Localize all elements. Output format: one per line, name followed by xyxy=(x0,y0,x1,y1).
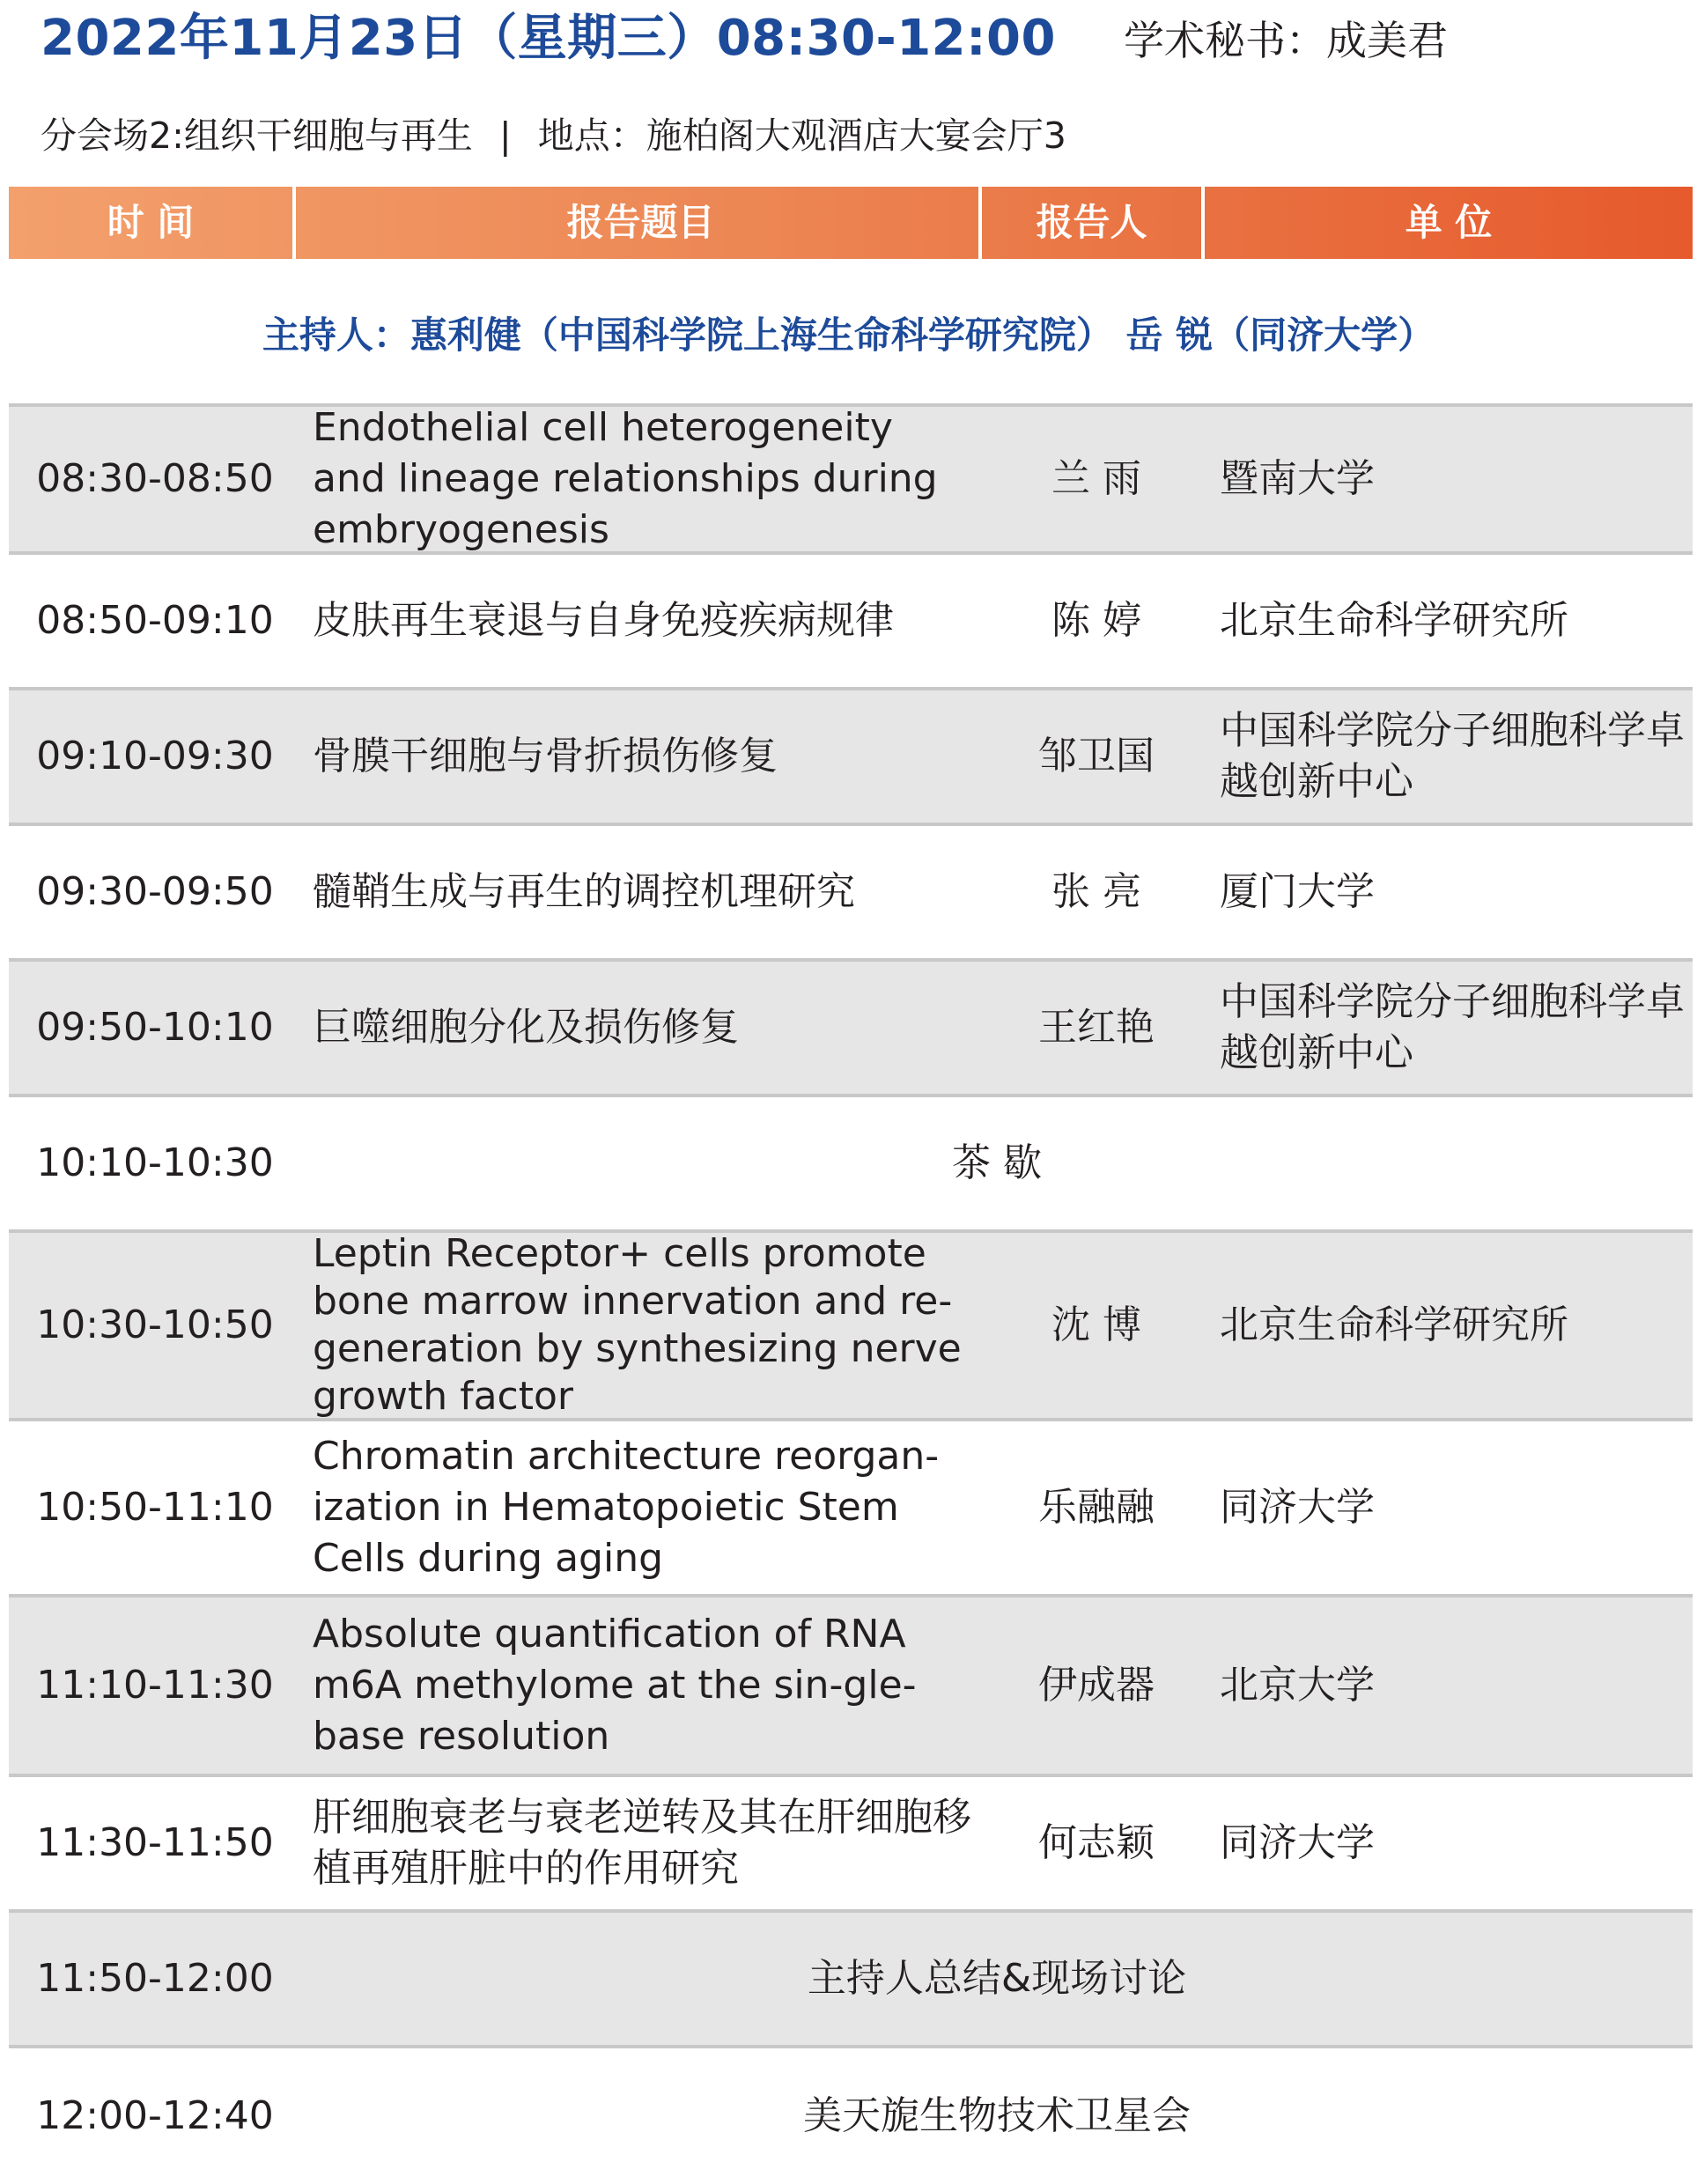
row-time: 09:30-09:50 xyxy=(36,869,274,914)
row-span-label: 主持人总结&现场讨论 xyxy=(807,1956,1187,2001)
row-time: 11:50-12:00 xyxy=(36,1956,274,2001)
row-time: 08:30-08:50 xyxy=(36,456,274,501)
row-topic xyxy=(313,407,973,551)
row-time: 11:10-11:30 xyxy=(36,1663,274,1708)
header-time: 时 间 xyxy=(107,201,195,244)
table-row xyxy=(9,1421,1693,1597)
session-subtitle xyxy=(41,109,1066,162)
row-time: 09:10-09:30 xyxy=(36,734,274,778)
table-row xyxy=(9,403,1693,555)
table-row xyxy=(9,555,1693,690)
row-unit: 北京生命科学研究所 xyxy=(1220,598,1568,643)
session-location: 地点：施柏阁大观酒店大宴会厅3 xyxy=(537,114,1066,157)
row-speaker: 邹卫国 xyxy=(1038,734,1155,778)
session-date-time: 2022年11月23日（星期三）08:30-12:00 xyxy=(41,10,1056,67)
table-header xyxy=(9,187,1693,259)
row-speaker: 沈 博 xyxy=(1051,1302,1141,1347)
row-topic-text: 骨膜干细胞与骨折损伤修复 xyxy=(313,734,778,778)
row-time: 11:30-11:50 xyxy=(36,1820,274,1865)
table-row xyxy=(9,1097,1693,1233)
row-unit: 北京大学 xyxy=(1220,1663,1375,1708)
session-name: 分会场2:组织干细胞与再生 xyxy=(41,114,473,157)
row-speaker: 张 亮 xyxy=(1051,869,1141,914)
row-topic xyxy=(313,1777,973,1909)
header-unit: 单 位 xyxy=(1405,201,1493,244)
row-unit: 同济大学 xyxy=(1220,1485,1375,1530)
table-row xyxy=(9,1777,1693,1913)
row-time: 09:50-10:10 xyxy=(36,1005,274,1050)
row-time: 10:10-10:30 xyxy=(36,1140,274,1185)
subtitle-separator: | xyxy=(498,114,512,157)
table-row xyxy=(9,962,1693,1097)
row-topic-text: 髓鞘生成与再生的调控机理研究 xyxy=(313,869,855,914)
table-row xyxy=(9,2048,1693,2184)
row-span-label: 美天旎生物技术卫星会 xyxy=(803,2093,1191,2138)
row-time: 12:00-12:40 xyxy=(36,2093,274,2138)
row-unit xyxy=(1220,962,1686,1094)
row-topic-text: Endothelial cell heterogeneity and lineage relationships during embryogenesis xyxy=(313,405,938,552)
row-topic-text: 肝细胞衰老与衰老逆转及其在肝细胞移植再殖肝脏中的作用研究 xyxy=(313,1795,971,1891)
row-speaker: 何志颖 xyxy=(1038,1820,1155,1865)
row-unit-text: 中国科学院分子细胞科学卓越创新中心 xyxy=(1220,979,1685,1075)
row-topic xyxy=(313,1421,973,1594)
row-unit: 北京生命科学研究所 xyxy=(1220,1302,1568,1347)
row-topic xyxy=(313,1597,973,1774)
row-unit: 同济大学 xyxy=(1220,1820,1375,1865)
row-unit: 厦门大学 xyxy=(1220,869,1375,914)
row-topic-text: Leptin Receptor+ cells promote bone marrow innervation and re-generation by synthesizing nerve growth factor xyxy=(313,1231,962,1419)
row-time: 10:30-10:50 xyxy=(36,1302,274,1347)
table-row xyxy=(9,1913,1693,2048)
title-row xyxy=(41,7,1679,70)
header-topic: 报告题目 xyxy=(566,201,715,244)
row-time: 08:50-09:10 xyxy=(36,598,274,643)
row-unit: 暨南大学 xyxy=(1220,456,1375,501)
table-row xyxy=(9,1597,1693,1777)
row-topic xyxy=(313,962,973,1094)
row-topic xyxy=(313,555,973,687)
row-topic xyxy=(313,1233,973,1418)
row-unit xyxy=(1220,690,1686,823)
session-hosts: 主持人：惠利健（中国科学院上海生命科学研究院） 岳 锐（同济大学） xyxy=(262,314,1435,357)
row-speaker: 王红艳 xyxy=(1038,1005,1155,1050)
row-speaker: 乐融融 xyxy=(1038,1485,1155,1530)
row-topic-text: 皮肤再生衰退与自身免疫疾病规律 xyxy=(313,598,894,643)
table-row xyxy=(9,1233,1693,1421)
row-speaker: 兰 雨 xyxy=(1051,456,1141,501)
row-speaker: 伊成器 xyxy=(1038,1663,1155,1708)
header-speaker: 报告人 xyxy=(1036,201,1147,244)
row-topic-text: 巨噬细胞分化及损伤修复 xyxy=(313,1005,739,1050)
row-span-label: 茶 歇 xyxy=(952,1140,1042,1185)
table-row xyxy=(9,690,1693,826)
row-time: 10:50-11:10 xyxy=(36,1485,274,1530)
row-topic-text: Chromatin architecture reorgan-ization in Hematopoietic Stem Cells during aging xyxy=(313,1434,940,1581)
row-topic xyxy=(313,690,973,823)
row-topic-text: Absolute quantification of RNA m6A methylome at the sin-gle-base resolution xyxy=(313,1612,917,1759)
table-row xyxy=(9,826,1693,962)
row-topic xyxy=(313,826,973,958)
row-unit-text: 中国科学院分子细胞科学卓越创新中心 xyxy=(1220,708,1685,804)
row-speaker: 陈 婷 xyxy=(1051,598,1141,643)
academic-secretary: 学术秘书：成美君 xyxy=(1124,17,1448,64)
